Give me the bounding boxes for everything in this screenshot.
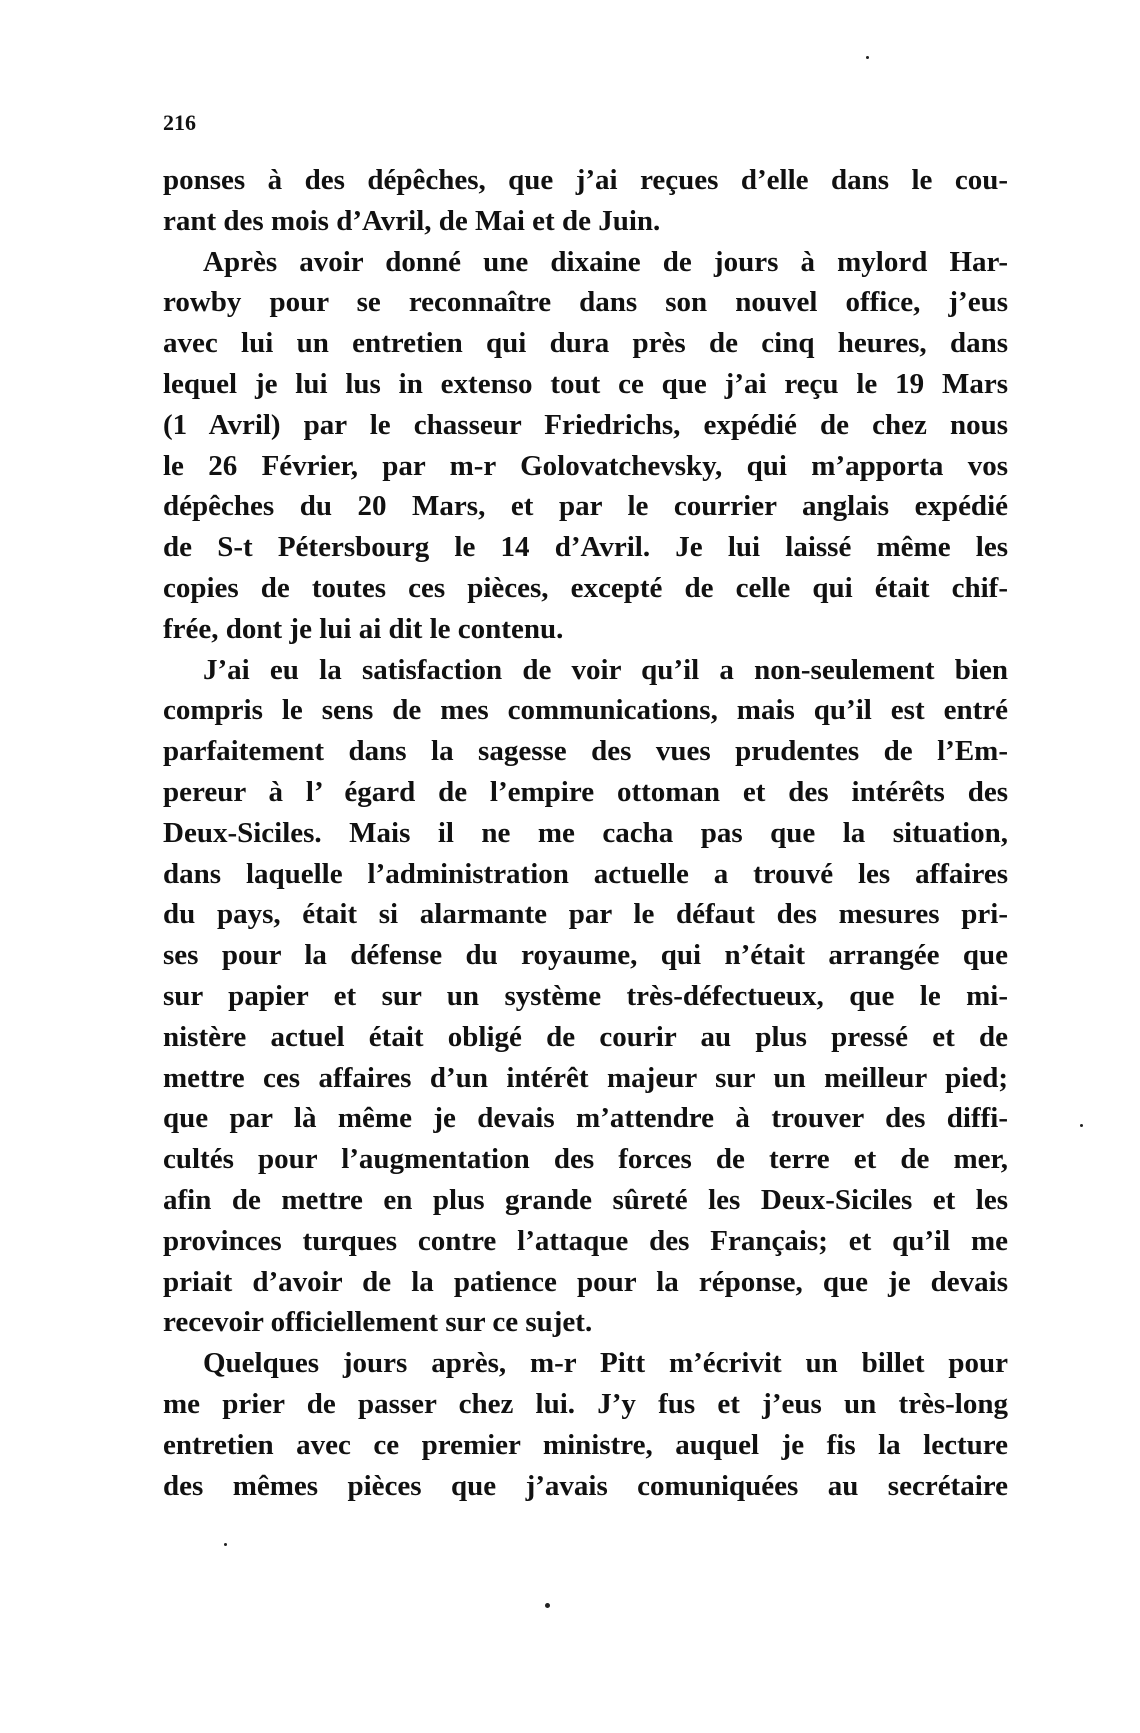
text-line: de S-t Pétersbourg le 14 d’Avril. Je lui laissé même les (163, 531, 1008, 564)
text-line: avec lui un entretien qui dura près de cinq heures, dans (163, 327, 1008, 360)
text-line: rant des mois d’Avril, de Mai et de Juin. (163, 204, 661, 237)
text-line: pereur à l’ égard de l’empire ottoman et des intérêts des (163, 775, 1008, 808)
text-line: lequel je lui lus in extenso tout ce que j’ai reçu le 19 Mars (163, 367, 1008, 400)
page-number: 216 (163, 110, 196, 135)
text-line: me prier de passer chez lui. J’y fus et j’eus un très-long (163, 1387, 1008, 1420)
text-line: dépêches du 20 Mars, et par le courrier anglais expédié (163, 490, 1008, 523)
text-line: entretien avec ce premier ministre, auquel je fis la lecture (163, 1428, 1008, 1461)
text-line: afin de mettre en plus grande sûreté les Deux-Siciles et les (163, 1183, 1008, 1216)
text-line: du pays, était si alarmante par le défaut des mesures pri- (163, 898, 1008, 931)
text-line: cultés pour l’augmentation des forces de terre et de mer, (163, 1143, 1008, 1176)
print-speck (1080, 1124, 1083, 1127)
text-line: (1 Avril) par le chasseur Friedrichs, expédié de chez nous (163, 408, 1008, 441)
print-speck (224, 1543, 227, 1546)
text-line: ponses à des dépêches, que j’ai reçues d’elle dans le cou- (163, 164, 1008, 196)
text-line: mettre ces affaires d’un intérêt majeur sur un meilleur pied; (163, 1061, 1008, 1094)
text-line: parfaitement dans la sagesse des vues prudentes de l’Em- (163, 735, 1008, 768)
print-speck (545, 1603, 550, 1608)
text-line: le 26 Février, par m-r Golovatchevsky, qui m’apporta vos (163, 449, 1008, 482)
paragraph-first-line: J’ai eu la satisfaction de voir qu’il a non-seulement bien (203, 653, 1008, 686)
text-line: que par là même je devais m’attendre à trouver des diffi- (163, 1102, 1008, 1135)
text-line: rowby pour se reconnaître dans son nouvel office, j’eus (163, 286, 1008, 319)
text-line: copies de toutes ces pièces, excepté de celle qui était chif- (163, 571, 1008, 604)
text-line: nistère actuel était obligé de courir au plus pressé et de (163, 1020, 1008, 1053)
text-line: compris le sens de mes communications, mais qu’il est entré (163, 694, 1008, 727)
paragraph-first-line: Quelques jours après, m-r Pitt m’écrivit un billet pour (203, 1347, 1008, 1380)
text-line: des mêmes pièces que j’avais comuniquées au secrétaire (163, 1469, 1008, 1502)
text-line: dans laquelle l’administration actuelle a trouvé les affaires (163, 857, 1008, 890)
text-line: frée, dont je lui ai dit le contenu. (163, 612, 564, 645)
text-line: ses pour la défense du royaume, qui n’était arrangée que (163, 939, 1008, 972)
text-line: sur papier et sur un système très-défectueux, que le mi- (163, 979, 1008, 1012)
paragraph-first-line: Après avoir donné une dixaine de jours à mylord Har- (203, 245, 1008, 278)
text-line: recevoir officiellement sur ce sujet. (163, 1306, 593, 1339)
text-line: priait d’avoir de la patience pour la réponse, que je devais (163, 1265, 1008, 1298)
body-text (163, 160, 1008, 1506)
text-line: Deux-Siciles. Mais il ne me cacha pas que la situation, (163, 816, 1008, 849)
print-speck (866, 56, 869, 59)
text-line: provinces turques contre l’attaque des Français; et qu’il me (163, 1224, 1008, 1257)
